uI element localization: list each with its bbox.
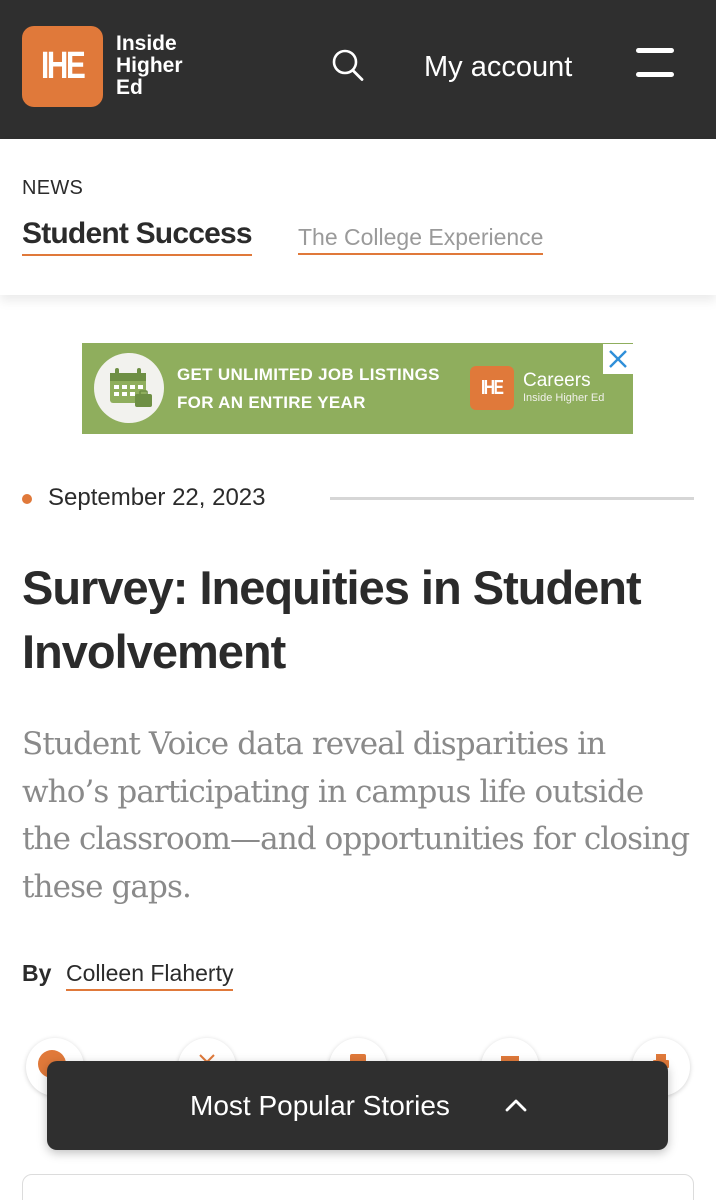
article-dek: Student Voice data reveal disparities in who’s participating in campus life outside the classroom—and opportunities for closing these gaps. <box>22 726 690 905</box>
most-popular-label: Most Popular Stories <box>190 1090 450 1121</box>
logo-wordmark[interactable] <box>116 33 183 99</box>
ad-icon-circle <box>94 353 164 423</box>
hamburger-menu-button[interactable] <box>636 48 674 80</box>
tab-college-experience[interactable]: The College Experience <box>298 224 543 255</box>
logo-text-line1: Inside <box>116 32 177 55</box>
ad-brand-sub: Inside Higher Ed <box>523 392 605 404</box>
tab-student-success[interactable]: Student Success <box>22 217 252 256</box>
date-bullet <box>22 494 32 504</box>
ad-logo-mark: IHE <box>481 376 503 399</box>
author-link[interactable]: Colleen Flaherty <box>66 960 233 991</box>
section-kicker[interactable]: NEWS <box>22 177 84 199</box>
hamburger-menu-icon <box>636 48 674 53</box>
article-title: Survey: Inequities in Student Involvement <box>22 561 641 678</box>
date-divider <box>330 497 694 500</box>
ad-headline-line2: FOR AN ENTIRE YEAR <box>177 393 366 412</box>
section-nav <box>0 139 716 295</box>
my-account-link[interactable]: My account <box>424 51 573 83</box>
careers-ad-banner[interactable] <box>82 343 633 434</box>
ad-brand: Careers <box>523 370 591 391</box>
byline-label: By <box>22 960 52 986</box>
close-icon <box>603 344 633 374</box>
publish-date: September 22, 2023 <box>48 484 266 511</box>
site-logo[interactable] <box>22 26 103 107</box>
hamburger-menu-icon-line <box>636 72 674 77</box>
next-content-card <box>22 1174 694 1200</box>
logo-text-line3: Ed <box>116 76 143 99</box>
ad-close-button[interactable] <box>603 344 633 374</box>
logo-text-line2: Higher <box>116 54 183 77</box>
search-icon <box>328 46 368 86</box>
site-header <box>0 0 716 139</box>
calendar-icon <box>94 353 164 423</box>
chevron-up-icon <box>503 1093 529 1117</box>
search-button[interactable] <box>328 46 368 86</box>
ad-headline-line1: GET UNLIMITED JOB LISTINGS <box>177 365 440 384</box>
logo-mark: IHE <box>41 45 84 87</box>
ad-logo <box>470 366 514 410</box>
most-popular-stories-bar[interactable] <box>47 1061 668 1150</box>
